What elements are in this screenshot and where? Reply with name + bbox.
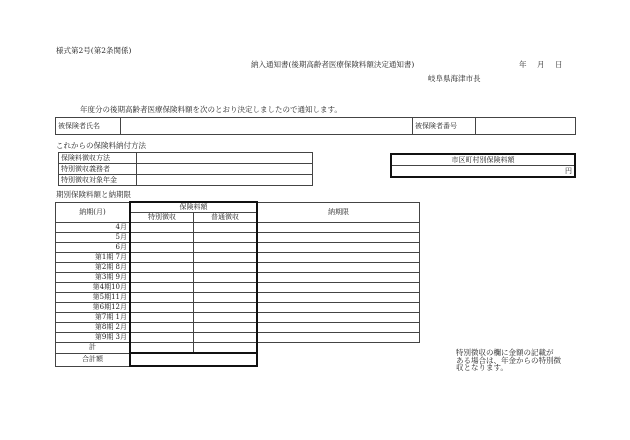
method-label-3: 特別徴収対象年金: [59, 175, 137, 186]
special-cell[interactable]: [130, 323, 194, 333]
insured-info-table: [55, 117, 576, 135]
note-line-1: 特別徴収の欄に金額の記載が: [456, 348, 554, 357]
note: [456, 349, 561, 372]
amount-box: [390, 153, 576, 178]
normal-cell[interactable]: [194, 253, 258, 263]
blank-cell: [257, 353, 420, 366]
normal-cell[interactable]: [194, 233, 258, 243]
method-value-1[interactable]: [137, 153, 313, 164]
period-row-label: 第7期 1月: [56, 313, 131, 323]
special-cell[interactable]: [130, 303, 194, 313]
insured-name-field[interactable]: [121, 118, 413, 135]
col-premium-header: 保険料額: [130, 202, 257, 213]
deadline-cell[interactable]: [257, 303, 420, 313]
note-line-2: ある場合は、年金からの特別徴: [456, 355, 561, 365]
deadline-cell[interactable]: [257, 293, 420, 303]
amount-unit: 円: [565, 166, 572, 175]
special-cell[interactable]: [130, 243, 194, 253]
col-deadline-header: 納期限: [257, 202, 420, 223]
document-title: 納入通知書(後期高齢者医療保険料額決定通知書): [251, 60, 415, 69]
special-cell[interactable]: [130, 293, 194, 303]
col-period-header: 納期(月): [56, 202, 131, 223]
col-special-header: 特別徴収: [130, 213, 194, 223]
deadline-cell[interactable]: [257, 273, 420, 283]
normal-cell[interactable]: [194, 243, 258, 253]
special-cell[interactable]: [130, 273, 194, 283]
normal-cell[interactable]: [194, 303, 258, 313]
deadline-cell[interactable]: [257, 253, 420, 263]
method-value-3[interactable]: [137, 175, 313, 186]
intro-text: 年度分の後期高齢者医療保険料額を次のとおり決定しましたので通知します。: [80, 105, 342, 114]
amount-label: 市区町村別保険料額: [391, 154, 575, 166]
special-cell[interactable]: [130, 333, 194, 343]
special-cell[interactable]: [130, 233, 194, 243]
period-row-label: 第8期 2月: [56, 323, 131, 333]
date-year: 年: [519, 60, 527, 69]
method-label-2: 特別徴収義務者: [59, 164, 137, 175]
deadline-cell[interactable]: [257, 323, 420, 333]
method-value-2[interactable]: [137, 164, 313, 175]
normal-cell[interactable]: [194, 333, 258, 343]
issuer: 岐阜県海津市長: [428, 74, 481, 83]
period-row-label: 第4期10月: [56, 283, 131, 293]
normal-cell[interactable]: [194, 283, 258, 293]
normal-cell[interactable]: [194, 313, 258, 323]
insured-name-label: 被保険者氏名: [56, 118, 121, 135]
date-day: 日: [555, 60, 563, 69]
special-subtotal-cell[interactable]: [130, 343, 194, 354]
special-cell[interactable]: [130, 283, 194, 293]
payment-method-title: これからの保険料納付方法: [56, 141, 146, 150]
total-label: 合計額: [56, 353, 131, 366]
special-cell[interactable]: [130, 223, 194, 233]
blank-cell: [257, 343, 420, 354]
date-month: 月: [537, 60, 545, 69]
period-row-label: 第6期12月: [56, 303, 131, 313]
period-table: [55, 201, 420, 367]
insured-number-label: 被保険者番号: [413, 118, 476, 135]
deadline-cell[interactable]: [257, 243, 420, 253]
period-row-label: 第2期 8月: [56, 263, 131, 273]
col-normal-header: 普通徴収: [194, 213, 258, 223]
period-row-label: 第3期 9月: [56, 273, 131, 283]
deadline-cell[interactable]: [257, 283, 420, 293]
deadline-cell[interactable]: [257, 263, 420, 273]
period-section-title: 期別保険料額と納期限: [56, 190, 131, 199]
period-row-label: 6月: [56, 243, 131, 253]
period-row-label: 第1期 7月: [56, 253, 131, 263]
deadline-cell[interactable]: [257, 223, 420, 233]
normal-cell[interactable]: [194, 293, 258, 303]
deadline-cell[interactable]: [257, 313, 420, 323]
method-label-1: 保険料徴収方法: [59, 153, 137, 164]
subtotal-label: 計: [56, 343, 131, 354]
amount-value[interactable]: [391, 166, 575, 178]
payment-method-table: [58, 152, 313, 186]
normal-cell[interactable]: [194, 263, 258, 273]
period-row-label: 第5期11月: [56, 293, 131, 303]
special-cell[interactable]: [130, 253, 194, 263]
insured-number-field[interactable]: [476, 118, 576, 135]
total-amount-cell[interactable]: [130, 353, 257, 366]
form-number: 様式第2号(第2条関係): [56, 46, 132, 55]
special-cell[interactable]: [130, 263, 194, 273]
period-row-label: 第9期 3月: [56, 333, 131, 343]
normal-cell[interactable]: [194, 323, 258, 333]
normal-cell[interactable]: [194, 273, 258, 283]
deadline-cell[interactable]: [257, 233, 420, 243]
period-row-label: 4月: [56, 223, 131, 233]
period-row-label: 5月: [56, 233, 131, 243]
note-line-3: 収となります。: [456, 363, 508, 372]
deadline-cell[interactable]: [257, 333, 420, 343]
special-cell[interactable]: [130, 313, 194, 323]
normal-cell[interactable]: [194, 223, 258, 233]
normal-subtotal-cell[interactable]: [194, 343, 258, 354]
